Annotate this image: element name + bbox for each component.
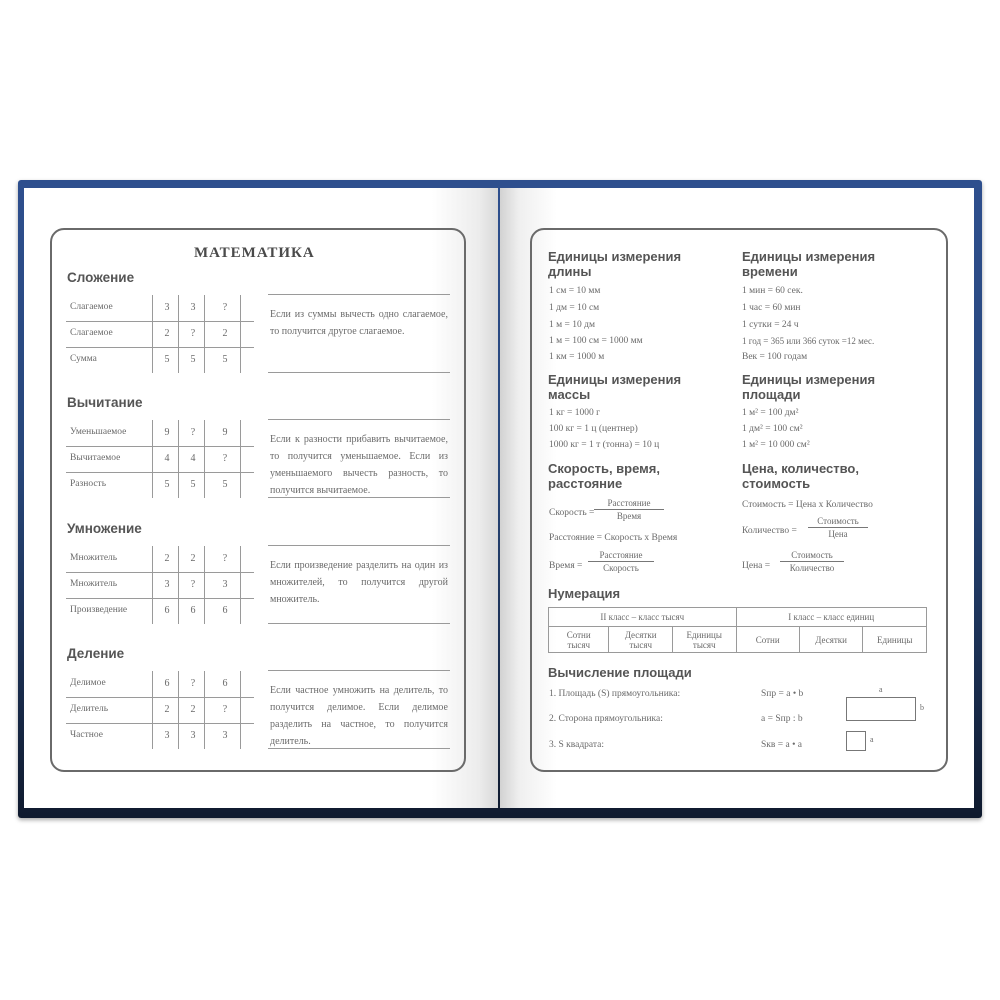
- table-divider: [152, 420, 153, 498]
- length-line: 1 см = 10 мм: [549, 286, 601, 296]
- length-line: 1 м = 100 см = 1000 мм: [549, 336, 643, 346]
- area-calc-line: 3. S квадрата:: [549, 740, 605, 750]
- row-label: Частное: [70, 730, 103, 740]
- rectangle-diagram: [846, 697, 916, 721]
- square-side-label: a: [870, 735, 874, 744]
- area-calc-line: 1. Площадь (S) прямоугольника:: [549, 689, 681, 699]
- length-line: 1 дм = 10 см: [549, 303, 600, 313]
- fraction-denominator: Время: [616, 511, 642, 521]
- table-cell: 5: [190, 479, 196, 490]
- table-divider: [66, 446, 254, 447]
- section-heading: Сложение: [67, 270, 135, 285]
- table-cell: 5: [164, 479, 170, 490]
- time-fraction: [588, 550, 654, 573]
- fraction-numerator: Расстояние: [607, 498, 651, 508]
- table-cell: 6: [222, 605, 228, 616]
- numeration-cell: Сотни тысяч: [549, 627, 609, 653]
- table-divider: [204, 546, 205, 624]
- quantity-formula-lhs: Количество =: [742, 526, 797, 536]
- table-divider: [152, 671, 153, 749]
- table-cell: 3: [164, 302, 170, 313]
- table-cell: 3: [164, 579, 170, 590]
- length-line: 1 м = 10 дм: [549, 320, 595, 330]
- fraction-denominator: Цена: [828, 529, 848, 539]
- fraction-numerator: Стоимость: [817, 516, 859, 526]
- quantity-fraction: [808, 516, 868, 539]
- length-heading: Единицы измерения длины: [548, 249, 682, 279]
- time-line: 1 мин = 60 сек.: [742, 286, 803, 296]
- rule-note: Если из суммы вычесть одно слагаемое, то получится другое слагаемое.: [270, 309, 448, 337]
- note-rule: [268, 545, 450, 546]
- table-divider: [178, 546, 179, 624]
- numeration-cell: Сотни: [736, 627, 799, 653]
- row-label: Множитель: [70, 579, 118, 589]
- fraction-denominator: Количество: [789, 563, 835, 573]
- fraction-denominator: Скорость: [603, 563, 639, 573]
- page-title: МАТЕМАТИКА: [194, 245, 315, 261]
- numeration-cell: Десятки тысяч: [609, 627, 673, 653]
- speed-fraction: [594, 498, 664, 521]
- table-cell: 6: [164, 605, 170, 616]
- table-divider: [66, 697, 254, 698]
- table-divider: [66, 321, 254, 322]
- row-label: Вычитаемое: [70, 453, 121, 463]
- row-label: Слагаемое: [70, 328, 113, 338]
- row-label: Делимое: [70, 678, 106, 688]
- table-cell: 6: [164, 678, 170, 689]
- table-cell: 4: [164, 453, 170, 464]
- table-divider: [240, 420, 241, 498]
- table-cell: 2: [190, 704, 196, 715]
- table-cell: 2: [190, 553, 196, 564]
- distance-formula: Расстояние = Скорость х Время: [549, 533, 678, 543]
- section-heading: Вычитание: [67, 395, 143, 410]
- fraction-bar: [780, 561, 844, 562]
- table-divider: [152, 546, 153, 624]
- mass-line: 1 кг = 1000 г: [549, 408, 601, 418]
- table-divider: [204, 420, 205, 498]
- length-line: 1 км = 1000 м: [549, 352, 605, 362]
- table-cell: 2: [164, 553, 170, 564]
- area-line: 1 м² = 10 000 см²: [742, 440, 810, 450]
- rule-note: Если к разности прибавить вычитаемое, то получится уменьшаемое. Если из уменьшаемого вычесть разность, то получится вычитаемое.: [270, 434, 448, 496]
- note-rule: [268, 623, 450, 624]
- note-rule: [268, 670, 450, 671]
- row-label: Уменьшаемое: [70, 427, 127, 437]
- rule-note: Если произведение разделить на один из множителей, то получится другой множитель.: [270, 560, 448, 605]
- area-line: 1 дм² = 100 см²: [742, 424, 803, 434]
- table-divider: [66, 723, 254, 724]
- area-calc-formula: Sпр = a • b: [761, 689, 804, 699]
- table-cell: 5: [222, 479, 228, 490]
- time-line: 1 час = 60 мин: [742, 303, 801, 313]
- table-cell: ?: [190, 678, 196, 689]
- table-cell: 5: [222, 354, 228, 365]
- fraction-numerator: Стоимость: [791, 550, 833, 560]
- row-label: Слагаемое: [70, 302, 113, 312]
- table-cell: 3: [222, 730, 228, 741]
- mass-line: 100 кг = 1 ц (центнер): [549, 424, 638, 434]
- table-cell: 6: [190, 605, 196, 616]
- fraction-bar: [588, 561, 654, 562]
- table-cell: 3: [190, 730, 196, 741]
- price-fraction: [780, 550, 844, 573]
- table-cell: 2: [164, 704, 170, 715]
- table-divider: [240, 295, 241, 373]
- table-cell: 5: [190, 354, 196, 365]
- time-line: 1 год = 365 или 366 суток =12 мес.: [742, 336, 875, 346]
- class-thousands-header: II класс – класс тысяч: [549, 608, 737, 627]
- time-formula-lhs: Время =: [549, 561, 583, 571]
- square-diagram: [846, 731, 866, 751]
- table-cell: 3: [164, 730, 170, 741]
- table-divider: [240, 671, 241, 749]
- note-rule: [268, 294, 450, 295]
- table-cell: 3: [222, 579, 228, 590]
- table-divider: [66, 598, 254, 599]
- side-a-label: a: [879, 685, 883, 694]
- table-cell: 6: [222, 678, 228, 689]
- numeration-cell: Десятки: [799, 627, 863, 653]
- numeration-table: [548, 607, 927, 653]
- numeration-heading: Нумерация: [548, 586, 621, 601]
- time-heading: Единицы измерения времени: [742, 249, 876, 279]
- table-cell: 5: [164, 354, 170, 365]
- note-rule: [268, 372, 450, 373]
- table-cell: ?: [190, 427, 196, 438]
- rule-note: Если частное умножить на делитель, то получится делимое. Если делимое разделить на частное, то получится делитель.: [270, 685, 448, 747]
- table-divider: [178, 420, 179, 498]
- row-label: Делитель: [70, 704, 109, 714]
- numeration-cell: Единицы: [863, 627, 927, 653]
- fraction-bar: [808, 527, 868, 528]
- table-cell: 4: [190, 453, 196, 464]
- row-label: Множитель: [70, 553, 118, 563]
- table-cell: ?: [222, 453, 228, 464]
- table-cell: ?: [222, 302, 228, 313]
- note-rule: [268, 419, 450, 420]
- table-cell: 2: [222, 328, 228, 339]
- table-divider: [152, 295, 153, 373]
- price-formula-lhs: Цена =: [742, 561, 771, 571]
- area-calc-heading: Вычисление площади: [548, 665, 692, 680]
- table-cell: ?: [222, 553, 228, 564]
- table-divider: [240, 546, 241, 624]
- mass-heading: Единицы измерения массы: [548, 372, 682, 402]
- row-label: Сумма: [70, 354, 97, 364]
- area-calc-formula: a = Sпр : b: [761, 714, 803, 724]
- section-heading: Деление: [67, 646, 125, 661]
- table-cell: 9: [222, 427, 228, 438]
- table-divider: [204, 671, 205, 749]
- area-units-heading: Единицы измерения площади: [742, 372, 876, 402]
- class-units-header: I класс – класс единиц: [736, 608, 927, 627]
- side-b-label: b: [920, 703, 924, 712]
- row-label: Разность: [70, 479, 107, 489]
- area-calc-line: 2. Сторона прямоугольника:: [549, 714, 663, 724]
- table-cell: ?: [222, 704, 228, 715]
- mass-line: 1000 кг = 1 т (тонна) = 10 ц: [549, 440, 660, 450]
- table-divider: [66, 572, 254, 573]
- table-cell: ?: [190, 328, 196, 339]
- speed-heading: Скорость, время, расстояние: [548, 461, 660, 491]
- price-heading: Цена, количество, стоимость: [742, 461, 859, 491]
- table-cell: ?: [190, 579, 196, 590]
- row-label: Произведение: [70, 605, 128, 615]
- fraction-bar: [594, 509, 664, 510]
- numeration-cell: Единицы тысяч: [672, 627, 736, 653]
- table-divider: [178, 295, 179, 373]
- table-cell: 9: [164, 427, 170, 438]
- table-divider: [204, 295, 205, 373]
- fraction-numerator: Расстояние: [599, 550, 643, 560]
- time-line: 1 сутки = 24 ч: [742, 320, 799, 330]
- table-divider: [178, 671, 179, 749]
- table-divider: [66, 472, 254, 473]
- table-cell: 2: [164, 328, 170, 339]
- table-cell: 3: [190, 302, 196, 313]
- table-divider: [66, 347, 254, 348]
- speed-formula-lhs: Скорость =: [549, 508, 595, 518]
- time-line: Век = 100 годам: [742, 352, 808, 362]
- area-calc-formula: Sкв = a • a: [761, 740, 803, 750]
- section-heading: Умножение: [67, 521, 142, 536]
- area-line: 1 м² = 100 дм²: [742, 408, 799, 418]
- cost-formula: Стоимость = Цена х Количество: [742, 500, 873, 510]
